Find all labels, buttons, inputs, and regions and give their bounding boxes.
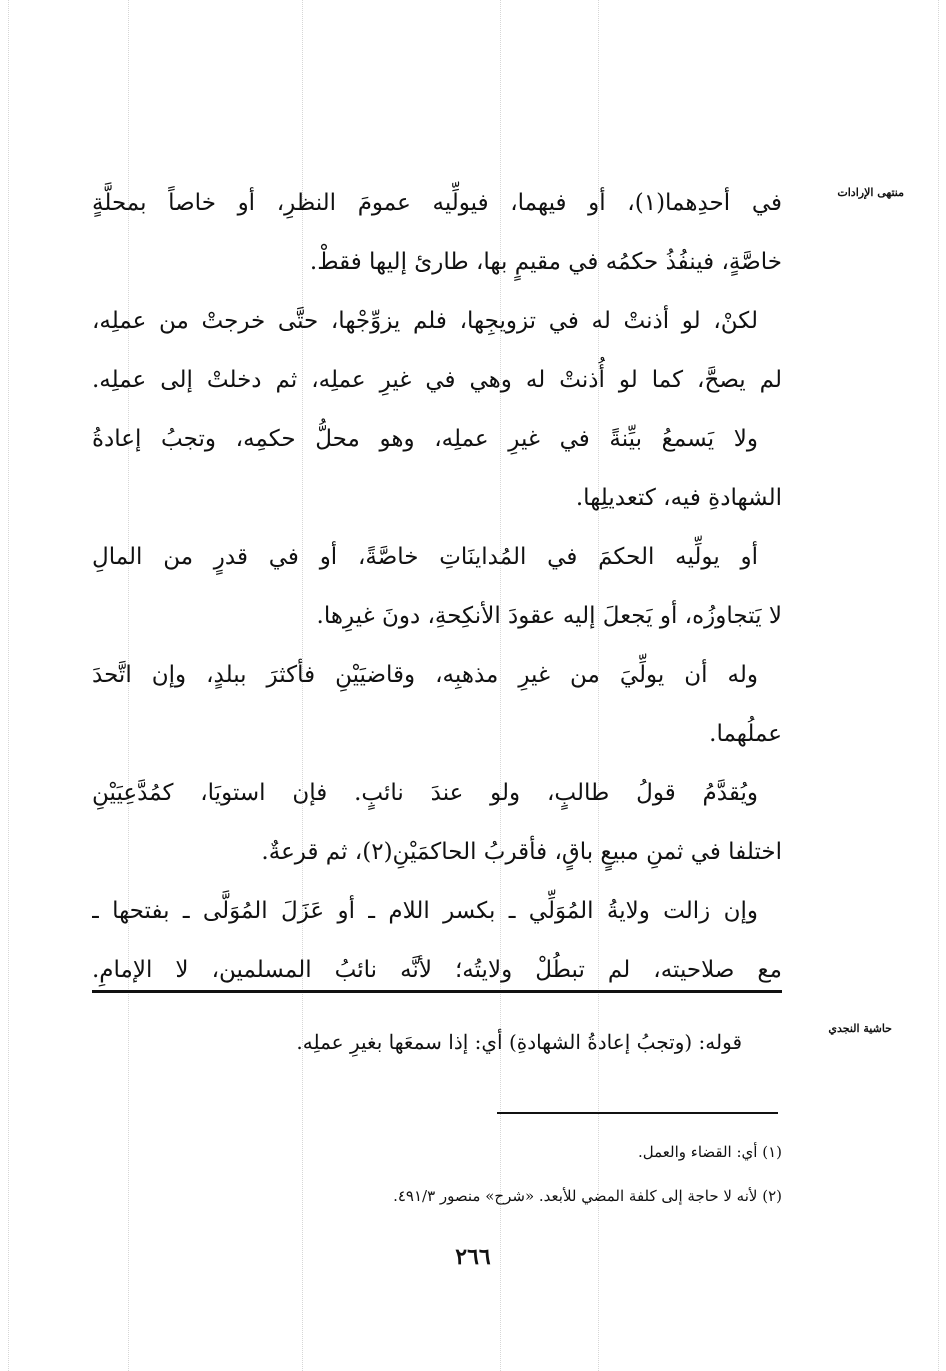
text-line: اختلفا في ثمنِ مبيعٍ باقٍ، فأقربُ الحاكمَيْنِ(٢)، ثم قرعةٌ.	[261, 839, 782, 865]
text-line: ويُقدَّمُ قولُ طالبٍ، ولو عندَ نائبٍ. فإن استويَا، كمُدَّعِيَيْنِ	[92, 780, 758, 806]
scan-guide-line	[938, 0, 939, 1371]
text-line: مع صلاحيته، لم تبطُلْ ولايتُه؛ لأنَّه نائبُ المسلمين، لا الإمامِ.	[92, 957, 782, 983]
scan-guide-line	[8, 0, 9, 1371]
text-line: وإن زالت ولايةُ المُوَلِّي ـ بكسر اللام ـ أو عَزَلَ المُوَلَّى ـ بفتحها ـ	[92, 898, 758, 924]
text-line: في أحدِهما(١)، أو فيهما، فيولِّيه عمومَ النظرِ، أو خاصاً بمحلَّةٍ	[92, 190, 782, 216]
commentary-note: قوله: (وتجبُ إعادةُ الشهادةِ) أي: إذا سمعَها بغيرِ عملِه.	[296, 1030, 742, 1054]
text-line: أو يولِّيه الحكمَ في المُداينَاتِ خاصَّةً، أو في قدرٍ من المالِ	[92, 544, 758, 570]
text-line: عملُهما.	[709, 721, 782, 747]
main-text-block	[92, 174, 782, 1000]
footnotes	[92, 1130, 782, 1218]
text-line: خاصَّةٍ، فينفُذُ حكمُه في مقيمٍ بها، طارئ إليها فقطْ.	[309, 249, 782, 275]
footnote-1: (١) أي: القضاء والعمل.	[637, 1143, 782, 1161]
footnote-2: (٢) لأنه لا حاجة إلى كلفة المضي للأبعد. «شرح» منصور ٤٩١/٣.	[393, 1187, 782, 1205]
page-number: ٢٦٦	[455, 1244, 491, 1270]
text-line: لكنْ، لو أذنتْ له في تزويجِها، فلم يزوِّجْها، حتَّى خرجتْ من عملِه،	[92, 308, 758, 334]
main-text-side-label: منتهى الإرادات	[837, 186, 904, 199]
text-line: لا يَتجاوزُه، أو يَجعلَ إليه عقودَ الأنكِحةِ، دونَ غيرِها.	[316, 603, 782, 629]
text-line: لم يصحَّ، كما لو أُذنتْ له وهي في غيرِ عملِه، ثم دخلتْ إلى عملِه.	[92, 367, 782, 393]
text-line: ولا يَسمعُ بيِّنةً في غيرِ عملِه، وهو محلُّ حكمِه، وتجبُ إعادةُ	[92, 426, 758, 452]
text-line: الشهادةِ فيه، كتعديلِها.	[575, 485, 782, 511]
commentary-side-label: حاشية النجدي	[828, 1022, 892, 1035]
footnote-divider	[497, 1112, 778, 1114]
text-line: وله أن يولِّيَ من غيرِ مذهبِه، وقاضيَيْنِ فأكثرَ ببلدٍ، وإن اتَّحدَ	[92, 662, 758, 688]
main-text-divider	[92, 990, 782, 993]
